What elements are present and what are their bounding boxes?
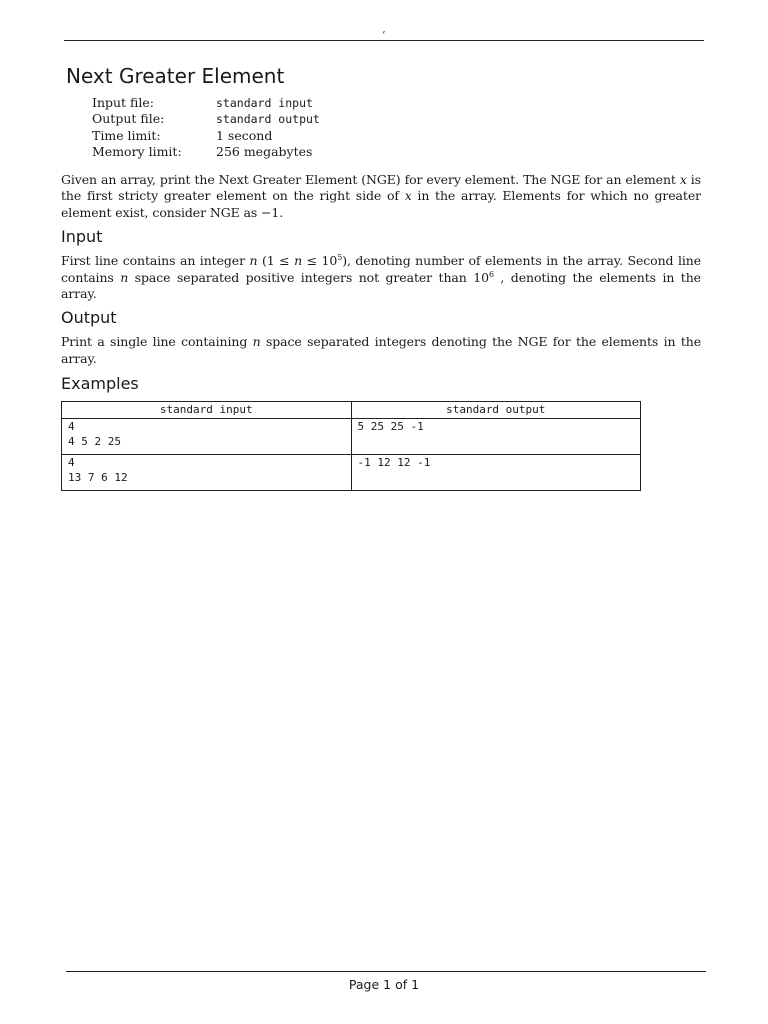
variable-n: n (252, 334, 261, 350)
input-text: First line contains an integer (61, 253, 250, 269)
input-text: (1 ≤ (257, 253, 295, 269)
meta-row-output-file (92, 111, 320, 127)
meta-value: standard input (216, 96, 313, 110)
output-heading: Output (61, 308, 117, 328)
variable-x: x (404, 188, 412, 204)
meta-value: standard output (216, 112, 320, 127)
statement-text: in the array. Elements for which no greater element exist, consider NGE as −1. (61, 188, 701, 220)
statement-paragraph (61, 172, 701, 221)
examples-header-row (62, 402, 641, 419)
bottom-rule (66, 971, 706, 972)
running-header-mark: , (382, 24, 386, 35)
exponent: 6 (488, 269, 494, 279)
examples-heading: Examples (61, 374, 139, 394)
meta-row-memory-limit (92, 144, 320, 160)
page-footer: Page 1 of 1 (348, 977, 420, 992)
example-row (62, 455, 641, 491)
input-text: ≤ 10 (302, 253, 338, 269)
output-paragraph (61, 334, 701, 367)
meta-label: Memory limit: (92, 143, 182, 159)
meta-label: Time limit: (92, 127, 161, 143)
problem-title: Next Greater Element (66, 64, 285, 88)
input-paragraph (61, 253, 701, 302)
statement-text: Given an array, print the Next Greater Element (NGE) for every element. The NGE for an element (61, 172, 680, 187)
input-text: , denoting the elements in the array. (61, 269, 701, 302)
variable-n: n (120, 269, 129, 285)
meta-label: Output file: (92, 111, 165, 127)
meta-row-time-limit (92, 128, 320, 144)
variable-n: n (294, 253, 303, 269)
top-rule (64, 40, 704, 41)
statement-text: is the first stricty greater element on the right side of (61, 172, 701, 204)
problem-body (61, 172, 701, 491)
input-text: space separated positive integers not greater than 10 (128, 269, 489, 285)
meta-value: 256 megabytes (216, 143, 313, 159)
problem-meta (92, 95, 320, 160)
input-heading: Input (61, 227, 103, 247)
output-text: space separated integers denoting the NGE for the elements in the array. (61, 334, 702, 366)
exponent: 5 (337, 253, 343, 263)
input-text: ), denoting number of elements in the array. Second line contains (61, 253, 702, 285)
example-output-cell: -1 12 12 -1 (351, 455, 641, 491)
variable-x: x (679, 172, 687, 187)
meta-value: 1 second (216, 127, 273, 143)
example-input-cell: 4 13 7 6 12 (62, 455, 352, 491)
example-input-cell: 4 4 5 2 25 (62, 419, 352, 455)
examples-table (61, 401, 641, 491)
meta-label: Input file: (92, 95, 154, 110)
output-text: Print a single line containing (61, 334, 253, 350)
meta-row-input-file (92, 95, 320, 111)
column-header-input: standard input (62, 402, 352, 419)
example-output-cell: 5 25 25 -1 (351, 419, 641, 455)
variable-n: n (249, 253, 258, 269)
column-header-output: standard output (351, 402, 641, 419)
example-row (62, 419, 641, 455)
